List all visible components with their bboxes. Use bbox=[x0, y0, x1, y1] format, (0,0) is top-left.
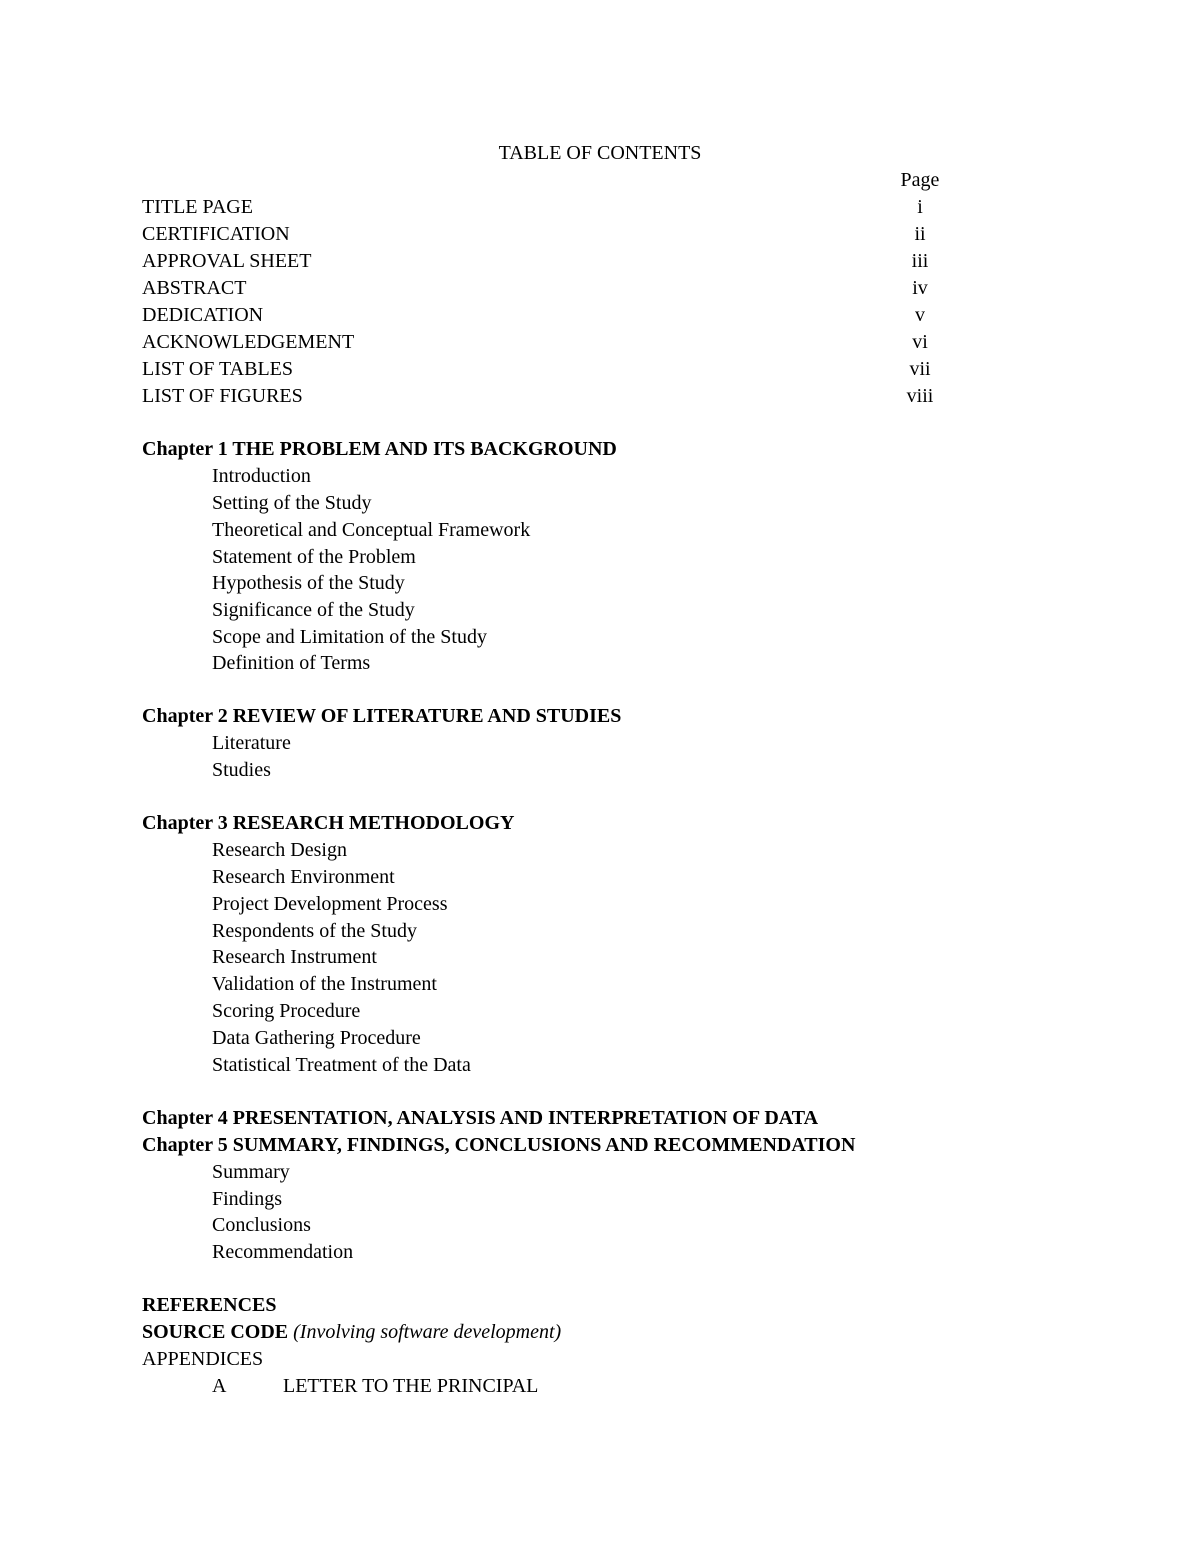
toc-section: Research Design bbox=[212, 839, 347, 861]
toc-section: Significance of the Study bbox=[212, 599, 415, 621]
toc-page-number: vi bbox=[912, 331, 928, 353]
toc-section: Setting of the Study bbox=[212, 492, 372, 514]
toc-section: Conclusions bbox=[212, 1214, 311, 1236]
toc-section: Theoretical and Conceptual Framework bbox=[212, 519, 531, 541]
toc-page-number: ii bbox=[914, 223, 926, 245]
toc-page-number: iv bbox=[912, 277, 928, 299]
references-heading: REFERENCES bbox=[142, 1294, 277, 1316]
toc-section: Research Environment bbox=[212, 866, 395, 888]
appendix-title: LETTER TO THE PRINCIPAL bbox=[283, 1375, 539, 1397]
toc-section: Statistical Treatment of the Data bbox=[212, 1054, 471, 1076]
page-title: TABLE OF CONTENTS bbox=[498, 142, 702, 164]
toc-section: Studies bbox=[212, 759, 271, 781]
appendix-letter: A bbox=[212, 1375, 227, 1397]
toc-page-number: vii bbox=[909, 358, 931, 380]
chapter-heading-5: Chapter 5 SUMMARY, FINDINGS, CONCLUSIONS AND RECOMMENDATION bbox=[142, 1134, 856, 1156]
toc-page-number: i bbox=[917, 196, 923, 218]
source-code-heading: SOURCE CODE bbox=[142, 1321, 289, 1343]
toc-entry-dedication: DEDICATION bbox=[142, 304, 264, 326]
toc-section: Data Gathering Procedure bbox=[212, 1027, 421, 1049]
source-code-note: (Involving software development) bbox=[293, 1321, 562, 1343]
source-code-entry bbox=[142, 1319, 561, 1346]
chapter-heading-2: Chapter 2 REVIEW OF LITERATURE AND STUDIES bbox=[142, 705, 622, 727]
toc-section: Scope and Limitation of the Study bbox=[212, 626, 487, 648]
toc-entry-certification: CERTIFICATION bbox=[142, 223, 290, 245]
toc-section: Research Instrument bbox=[212, 946, 377, 968]
chapter-heading-1: Chapter 1 THE PROBLEM AND ITS BACKGROUND bbox=[142, 438, 617, 460]
toc-section: Summary bbox=[212, 1161, 290, 1183]
toc-section: Project Development Process bbox=[212, 893, 448, 915]
toc-entry-list-of-tables: LIST OF TABLES bbox=[142, 358, 294, 380]
toc-entry-abstract: ABSTRACT bbox=[142, 277, 247, 299]
toc-section: Hypothesis of the Study bbox=[212, 572, 405, 594]
toc-page-number: v bbox=[915, 304, 925, 326]
toc-section: Recommendation bbox=[212, 1241, 354, 1263]
chapter-heading-3: Chapter 3 RESEARCH METHODOLOGY bbox=[142, 812, 515, 834]
chapter-heading-4: Chapter 4 PRESENTATION, ANALYSIS AND INTERPRETATION OF DATA bbox=[142, 1107, 819, 1129]
appendices-heading: APPENDICES bbox=[142, 1348, 264, 1370]
page-column-header: Page bbox=[900, 169, 940, 191]
toc-section: Findings bbox=[212, 1188, 283, 1210]
toc-entry-acknowledgement: ACKNOWLEDGEMENT bbox=[142, 331, 355, 353]
toc-page-number: viii bbox=[906, 385, 934, 407]
toc-page-number: iii bbox=[911, 250, 929, 272]
toc-entry-approval-sheet: APPROVAL SHEET bbox=[142, 250, 312, 272]
toc-entry-list-of-figures: LIST OF FIGURES bbox=[142, 385, 303, 407]
toc-section: Literature bbox=[212, 732, 291, 754]
toc-section: Definition of Terms bbox=[212, 652, 371, 674]
toc-section: Validation of the Instrument bbox=[212, 973, 437, 995]
toc-section: Introduction bbox=[212, 465, 311, 487]
toc-entry-title-page: TITLE PAGE bbox=[142, 196, 253, 218]
toc-section: Statement of the Problem bbox=[212, 546, 416, 568]
toc-section: Scoring Procedure bbox=[212, 1000, 361, 1022]
toc-section: Respondents of the Study bbox=[212, 920, 417, 942]
